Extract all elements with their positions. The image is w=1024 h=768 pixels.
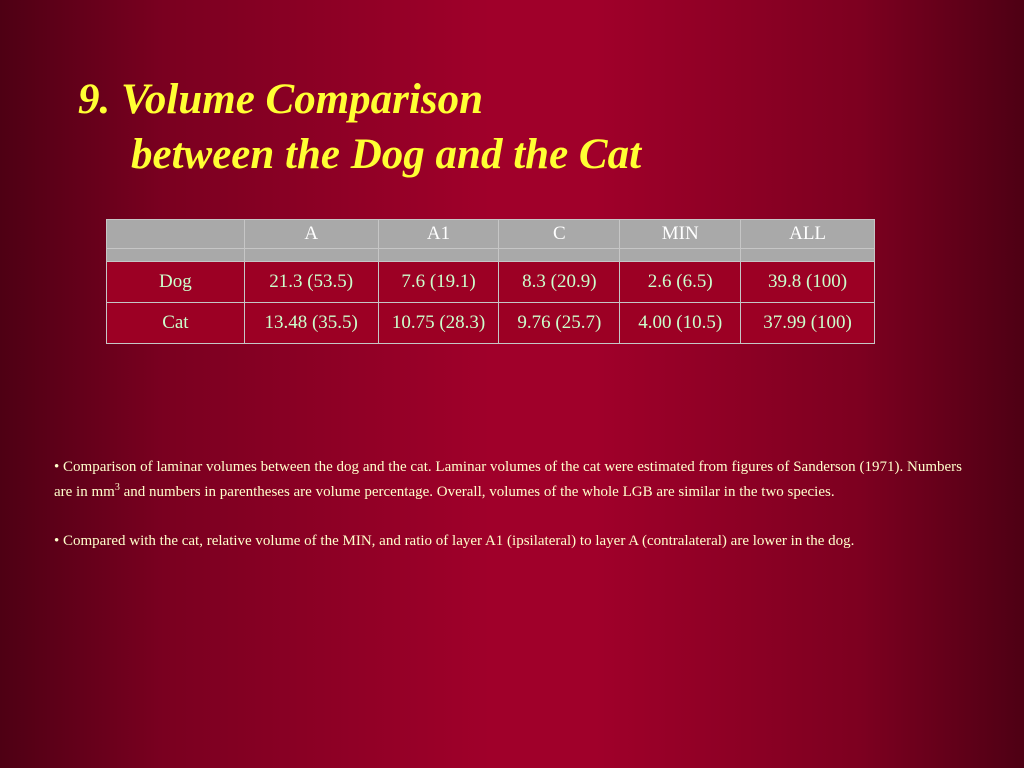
header-cell-a1: A1 [378,220,499,249]
title-line-2: between the Dog and the Cat [131,131,642,178]
table-header-subrow [107,249,875,262]
header-cell-c: C [499,220,620,249]
table-cell: 39.8 (100) [741,262,875,303]
table-row-dog [107,262,875,303]
table-cell: 10.75 (28.3) [378,303,499,344]
table-cell: 7.6 (19.1) [378,262,499,303]
row-label-dog: Dog [107,262,245,303]
header-cell-empty [107,220,245,249]
row-label-cat: Cat [107,303,245,344]
table-cell: 37.99 (100) [741,303,875,344]
volume-table [106,219,875,344]
bullet-list [54,455,962,578]
bullet-item-min-ratio: • Compared with the cat, relative volume of the MIN, and ratio of layer A1 (ipsilateral) to layer A (contralateral) are lower in the dog. [54,533,855,549]
table-cell: 2.6 (6.5) [620,262,741,303]
table-row-cat [107,303,875,344]
table-cell: 21.3 (53.5) [244,262,378,303]
table-cell: 13.48 (35.5) [244,303,378,344]
slide-title [78,72,641,182]
header-cell-min: MIN [620,220,741,249]
header-cell-all: ALL [741,220,875,249]
superscript-3: 3 [114,482,120,493]
table-header-row [107,220,875,249]
table-cell: 9.76 (25.7) [499,303,620,344]
bullet-item-comparison: • Comparison of laminar volumes between the dog and the cat. Laminar volumes of the cat were estimated from figures of Sanderson (1971). Numbers are in $mm^3$ and numbers in parentheses are volume percentage. Overall, volumes of the whole LGB are similar in the two species. [54,459,962,500]
table-cell: 4.00 (10.5) [620,303,741,344]
header-cell-a: A [244,220,378,249]
title-line-1: 9. Volume Comparison [78,76,484,123]
table-cell: 8.3 (20.9) [499,262,620,303]
